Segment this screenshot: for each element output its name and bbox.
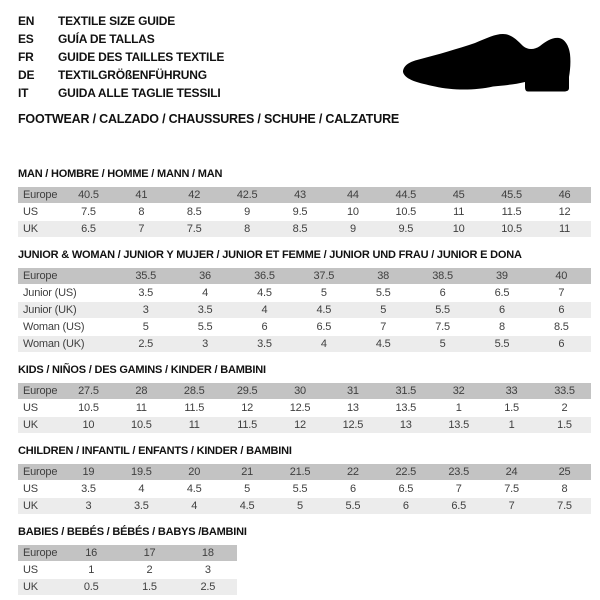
table-row	[18, 268, 591, 285]
size-cell: 6	[235, 319, 294, 336]
size-cell: 11.5	[485, 204, 538, 221]
language-code: FR	[18, 50, 34, 64]
size-tables	[18, 168, 592, 596]
size-cell: 1	[62, 562, 120, 579]
size-cell: 45.5	[485, 187, 538, 204]
size-cell: 11.5	[221, 417, 274, 434]
size-cell: 10	[326, 204, 379, 221]
size-cell: 7	[532, 285, 591, 302]
size-cell: 7.5	[538, 498, 591, 515]
row-label: Europe	[18, 187, 62, 204]
size-cell: 19.5	[115, 464, 168, 481]
size-cell: 4	[168, 498, 221, 515]
size-cell: 21.5	[274, 464, 327, 481]
size-cell: 38.5	[413, 268, 472, 285]
table-row	[18, 562, 237, 579]
size-cell: 27.5	[62, 383, 115, 400]
size-cell: 31.5	[379, 383, 432, 400]
size-cell: 12	[221, 400, 274, 417]
size-cell: 7.5	[485, 481, 538, 498]
table-row	[18, 204, 591, 221]
row-label: US	[18, 204, 62, 221]
table-row	[18, 285, 591, 302]
size-cell: 8.5	[168, 204, 221, 221]
size-cell: 25	[538, 464, 591, 481]
size-cell: 11	[115, 400, 168, 417]
size-cell: 7	[354, 319, 413, 336]
size-cell: 11.5	[168, 400, 221, 417]
row-label: Junior (US)	[18, 285, 116, 302]
size-cell: 42.5	[221, 187, 274, 204]
size-cell: 32	[432, 383, 485, 400]
size-cell: 45	[432, 187, 485, 204]
table-row	[18, 221, 591, 238]
size-cell: 44.5	[379, 187, 432, 204]
size-cell: 8	[472, 319, 531, 336]
size-table-section	[18, 168, 592, 238]
size-cell: 6	[532, 336, 591, 353]
size-cell: 10.5	[115, 417, 168, 434]
size-cell: 3.5	[235, 336, 294, 353]
size-cell: 9.5	[379, 221, 432, 238]
row-label: UK	[18, 417, 62, 434]
size-cell: 11	[168, 417, 221, 434]
size-cell: 4	[294, 336, 353, 353]
size-cell: 4.5	[221, 498, 274, 515]
size-cell: 18	[179, 545, 237, 562]
size-cell: 1.5	[120, 579, 178, 596]
language-code: DE	[18, 68, 35, 82]
size-cell: 24	[485, 464, 538, 481]
size-cell: 1.5	[538, 417, 591, 434]
size-cell: 7	[115, 221, 168, 238]
size-cell: 6	[472, 302, 531, 319]
table-row	[18, 187, 591, 204]
row-label: Europe	[18, 383, 62, 400]
row-label: Europe	[18, 268, 116, 285]
size-cell: 4.5	[168, 481, 221, 498]
size-cell: 17	[120, 545, 178, 562]
size-cell: 1	[432, 400, 485, 417]
size-cell: 9	[326, 221, 379, 238]
size-cell: 5.5	[274, 481, 327, 498]
size-cell: 13.5	[379, 400, 432, 417]
size-cell: 41	[115, 187, 168, 204]
size-cell: 6.5	[472, 285, 531, 302]
size-cell: 3	[62, 498, 115, 515]
size-cell: 4.5	[235, 285, 294, 302]
size-cell: 28.5	[168, 383, 221, 400]
size-cell: 3	[116, 302, 175, 319]
size-cell: 8	[115, 204, 168, 221]
size-cell: 2	[120, 562, 178, 579]
size-cell: 46	[538, 187, 591, 204]
size-cell: 12	[538, 204, 591, 221]
size-cell: 6	[379, 498, 432, 515]
size-table	[18, 545, 237, 596]
size-cell: 3.5	[115, 498, 168, 515]
size-table	[18, 383, 591, 434]
table-row	[18, 545, 237, 562]
row-label: Junior (UK)	[18, 302, 116, 319]
size-cell: 8	[221, 221, 274, 238]
size-cell: 42	[168, 187, 221, 204]
size-cell: 3	[175, 336, 234, 353]
table-row	[18, 579, 237, 596]
size-cell: 5	[274, 498, 327, 515]
guide-title: GUIDE DES TAILLES TEXTILE	[58, 50, 225, 64]
size-cell: 3.5	[175, 302, 234, 319]
size-cell: 5.5	[354, 285, 413, 302]
language-code: EN	[18, 14, 35, 28]
size-cell: 23.5	[432, 464, 485, 481]
size-cell: 6.5	[379, 481, 432, 498]
size-table-section	[18, 445, 592, 515]
table-row	[18, 319, 591, 336]
size-cell: 22.5	[379, 464, 432, 481]
size-cell: 0.5	[62, 579, 120, 596]
size-cell: 7.5	[62, 204, 115, 221]
size-cell: 31	[326, 383, 379, 400]
size-table	[18, 268, 591, 353]
size-cell: 33	[485, 383, 538, 400]
table-row	[18, 498, 591, 515]
size-cell: 4.5	[354, 336, 413, 353]
size-cell: 5.5	[413, 302, 472, 319]
size-cell: 9	[221, 204, 274, 221]
size-cell: 12	[274, 417, 327, 434]
size-table-title: MAN / HOMBRE / HOMME / MANN / MAN	[18, 168, 223, 180]
size-table	[18, 187, 591, 238]
size-cell: 11	[432, 204, 485, 221]
row-label: US	[18, 481, 62, 498]
size-cell: 10.5	[379, 204, 432, 221]
size-cell: 29.5	[221, 383, 274, 400]
dress-shoe-icon	[395, 22, 585, 107]
size-cell: 10	[432, 221, 485, 238]
size-cell: 5	[413, 336, 472, 353]
size-cell: 4	[115, 481, 168, 498]
guide-title: TEXTILGRÖßENFÜHRUNG	[58, 68, 207, 82]
size-cell: 9.5	[274, 204, 327, 221]
size-table-title: JUNIOR & WOMAN / JUNIOR Y MUJER / JUNIOR ET FEMME / JUNIOR UND FRAU / JUNIOR E DONA	[18, 249, 522, 261]
size-cell: 7.5	[413, 319, 472, 336]
row-label: Europe	[18, 545, 62, 562]
size-cell: 36	[175, 268, 234, 285]
size-cell: 2	[538, 400, 591, 417]
size-cell: 6.5	[294, 319, 353, 336]
size-cell: 8.5	[532, 319, 591, 336]
size-cell: 36.5	[235, 268, 294, 285]
table-row	[18, 417, 591, 434]
size-cell: 8	[538, 481, 591, 498]
size-cell: 2.5	[179, 579, 237, 596]
size-cell: 16	[62, 545, 120, 562]
size-cell: 5.5	[175, 319, 234, 336]
size-cell: 7	[485, 498, 538, 515]
size-cell: 5	[294, 285, 353, 302]
size-cell: 11	[538, 221, 591, 238]
size-cell: 3	[179, 562, 237, 579]
size-cell: 1	[485, 417, 538, 434]
table-row	[18, 481, 591, 498]
row-label: US	[18, 562, 62, 579]
table-row	[18, 383, 591, 400]
table-row	[18, 400, 591, 417]
size-cell: 28	[115, 383, 168, 400]
category-line: FOOTWEAR / CALZADO / CHAUSSURES / SCHUHE / CALZATURE	[18, 112, 400, 126]
size-cell: 6	[413, 285, 472, 302]
size-cell: 5.5	[472, 336, 531, 353]
size-cell: 22	[326, 464, 379, 481]
size-cell: 20	[168, 464, 221, 481]
size-cell: 39	[472, 268, 531, 285]
size-table-title: CHILDREN / INFANTIL / ENFANTS / KINDER / BAMBINI	[18, 445, 292, 457]
size-cell: 12.5	[274, 400, 327, 417]
size-cell: 7.5	[168, 221, 221, 238]
size-cell: 6	[532, 302, 591, 319]
size-cell: 1.5	[485, 400, 538, 417]
size-table-title: BABIES / BEBÉS / BÉBÉS / BABYS /BAMBINI	[18, 526, 247, 538]
size-cell: 5	[354, 302, 413, 319]
size-cell: 19	[62, 464, 115, 481]
size-cell: 21	[221, 464, 274, 481]
size-cell: 3.5	[116, 285, 175, 302]
size-cell: 13.5	[432, 417, 485, 434]
size-cell: 8.5	[274, 221, 327, 238]
row-label: Woman (UK)	[18, 336, 116, 353]
size-table-title: KIDS / NIÑOS / DES GAMINS / KINDER / BAMBINI	[18, 364, 266, 376]
size-table	[18, 464, 591, 515]
size-cell: 10.5	[485, 221, 538, 238]
row-label: Europe	[18, 464, 62, 481]
size-cell: 6.5	[62, 221, 115, 238]
size-cell: 37.5	[294, 268, 353, 285]
row-label: UK	[18, 579, 62, 596]
size-cell: 5	[116, 319, 175, 336]
table-row	[18, 336, 591, 353]
size-cell: 5	[221, 481, 274, 498]
row-label: Woman (US)	[18, 319, 116, 336]
row-label: UK	[18, 498, 62, 515]
size-cell: 13	[326, 400, 379, 417]
size-cell: 2.5	[116, 336, 175, 353]
size-cell: 10.5	[62, 400, 115, 417]
size-cell: 30	[274, 383, 327, 400]
size-table-section	[18, 364, 592, 434]
size-cell: 4.5	[294, 302, 353, 319]
size-cell: 6.5	[432, 498, 485, 515]
size-cell: 4	[235, 302, 294, 319]
size-cell: 7	[432, 481, 485, 498]
language-code: IT	[18, 86, 29, 100]
size-cell: 3.5	[62, 481, 115, 498]
language-code: ES	[18, 32, 34, 46]
guide-title: GUÍA DE TALLAS	[58, 32, 155, 46]
size-cell: 40.5	[62, 187, 115, 204]
size-cell: 13	[379, 417, 432, 434]
size-cell: 33.5	[538, 383, 591, 400]
size-cell: 38	[354, 268, 413, 285]
size-table-section	[18, 526, 592, 596]
size-cell: 4	[175, 285, 234, 302]
size-cell: 43	[274, 187, 327, 204]
size-cell: 10	[62, 417, 115, 434]
table-row	[18, 464, 591, 481]
row-label: UK	[18, 221, 62, 238]
guide-title: GUIDA ALLE TAGLIE TESSILI	[58, 86, 221, 100]
table-row	[18, 302, 591, 319]
size-cell: 44	[326, 187, 379, 204]
row-label: US	[18, 400, 62, 417]
size-table-section	[18, 249, 592, 353]
guide-title: TEXTILE SIZE GUIDE	[58, 14, 176, 28]
size-cell: 40	[532, 268, 591, 285]
size-cell: 35.5	[116, 268, 175, 285]
size-cell: 5.5	[326, 498, 379, 515]
size-cell: 12.5	[326, 417, 379, 434]
size-cell: 6	[326, 481, 379, 498]
